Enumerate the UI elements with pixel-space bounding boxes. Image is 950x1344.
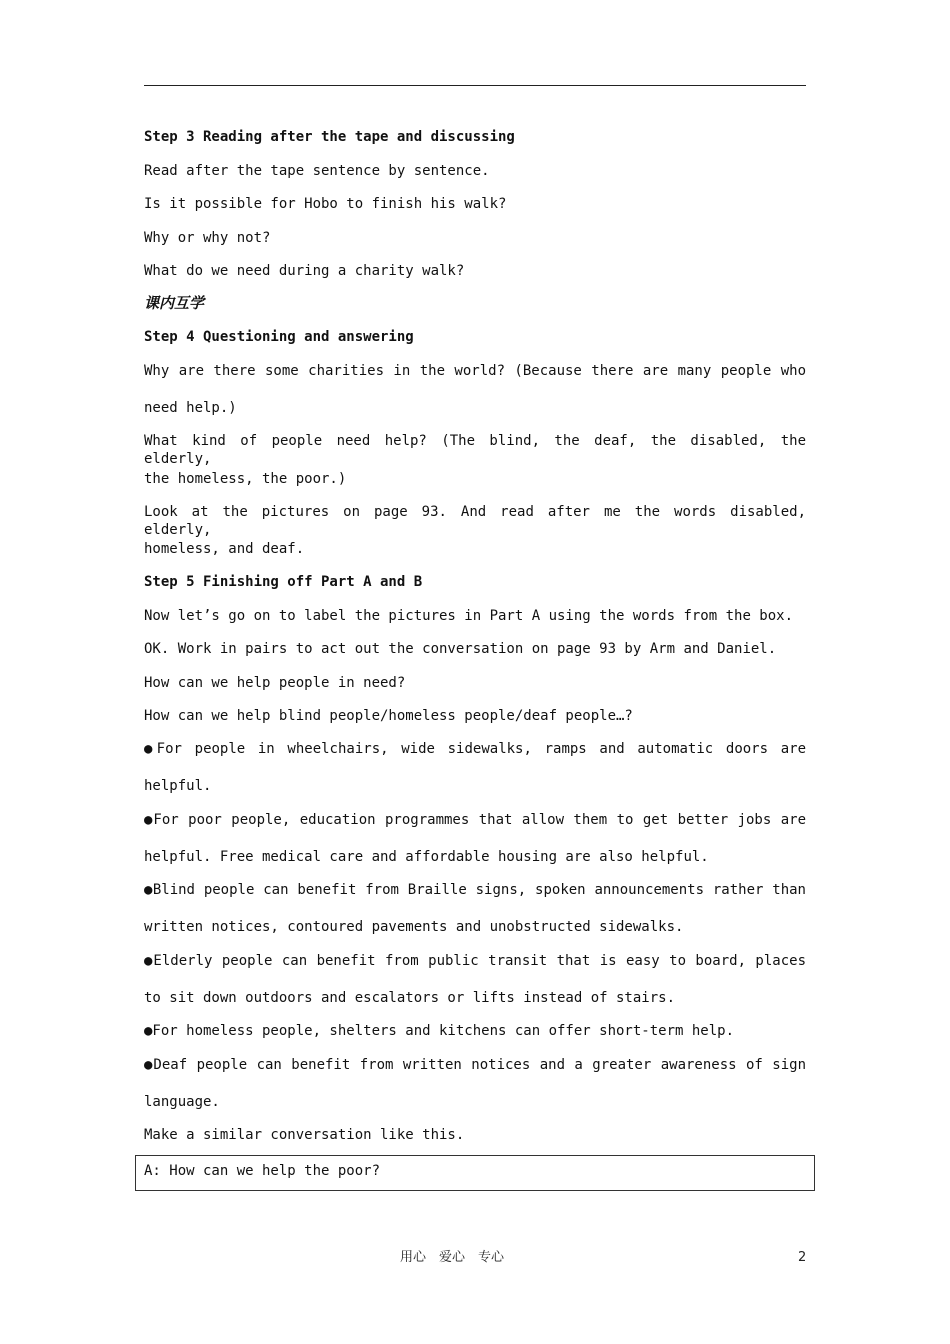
step5-line-6: helpful. — [144, 778, 212, 794]
step5-line-16: Make a similar conversation like this. — [144, 1127, 465, 1143]
step5-bullet-2: ●For poor people, education programmes that allow them to get better jobs are — [144, 812, 806, 828]
step4-line-6: homeless, and deaf. — [144, 541, 305, 557]
step5-bullet-6: ●Deaf people can benefit from written notices and a greater awareness of sign — [144, 1057, 806, 1073]
step5-bullet-5: ●For homeless people, shelters and kitchens can offer short-term help. — [144, 1023, 735, 1039]
step4-line-1: Why are there some charities in the world? (Because there are many people who — [144, 363, 806, 379]
step5-bullet-1: ●For people in wheelchairs, wide sidewalks, ramps and automatic doors are — [144, 741, 806, 757]
step5-line-4: How can we help blind people/homeless people/deaf people…? — [144, 708, 633, 724]
step5-bullet-4: ●Elderly people can benefit from public transit that is easy to board, places — [144, 953, 806, 969]
header-rule — [144, 85, 806, 86]
page-number: 2 — [798, 1250, 807, 1265]
step5-bullet-3: ●Blind people can benefit from Braille signs, spoken announcements rather than — [144, 882, 806, 898]
step5-line-10: written notices, contoured pavements and unobstructed sidewalks. — [144, 919, 684, 935]
conversation-box — [135, 1155, 815, 1191]
step3-line-4: What do we need during a charity walk? — [144, 263, 465, 279]
step3-line-3: Why or why not? — [144, 230, 271, 246]
step5-line-8: helpful. Free medical care and affordable housing are also helpful. — [144, 849, 709, 865]
step4-line-3: What kind of people need help? (The blind, the deaf, the disabled, the elderly, — [144, 433, 806, 467]
section-label: 课内互学 — [144, 294, 205, 312]
step5-line-2: OK. Work in pairs to act out the conversation on page 93 by Arm and Daniel. — [144, 641, 777, 657]
step3-line-2: Is it possible for Hobo to finish his walk? — [144, 196, 507, 212]
step5-line-12: to sit down outdoors and escalators or lifts instead of stairs. — [144, 990, 676, 1006]
step4-heading: Step 4 Questioning and answering — [144, 329, 414, 345]
step3-line-1: Read after the tape sentence by sentence. — [144, 163, 490, 179]
step4-line-4: the homeless, the poor.) — [144, 471, 347, 487]
step4-line-5: Look at the pictures on page 93. And read after me the words disabled, elderly, — [144, 504, 806, 538]
step5-line-3: How can we help people in need? — [144, 675, 406, 691]
step3-heading: Step 3 Reading after the tape and discussing — [144, 129, 515, 145]
step4-line-2: need help.) — [144, 400, 237, 416]
conversation-line: A: How can we help the poor? — [144, 1163, 381, 1179]
step5-heading: Step 5 Finishing off Part A and B — [144, 574, 423, 590]
step5-line-1: Now let’s go on to label the pictures in Part A using the words from the box. — [144, 608, 794, 624]
step5-line-15: language. — [144, 1094, 220, 1110]
footer-motto: 用心 爱心 专心 — [400, 1250, 505, 1265]
